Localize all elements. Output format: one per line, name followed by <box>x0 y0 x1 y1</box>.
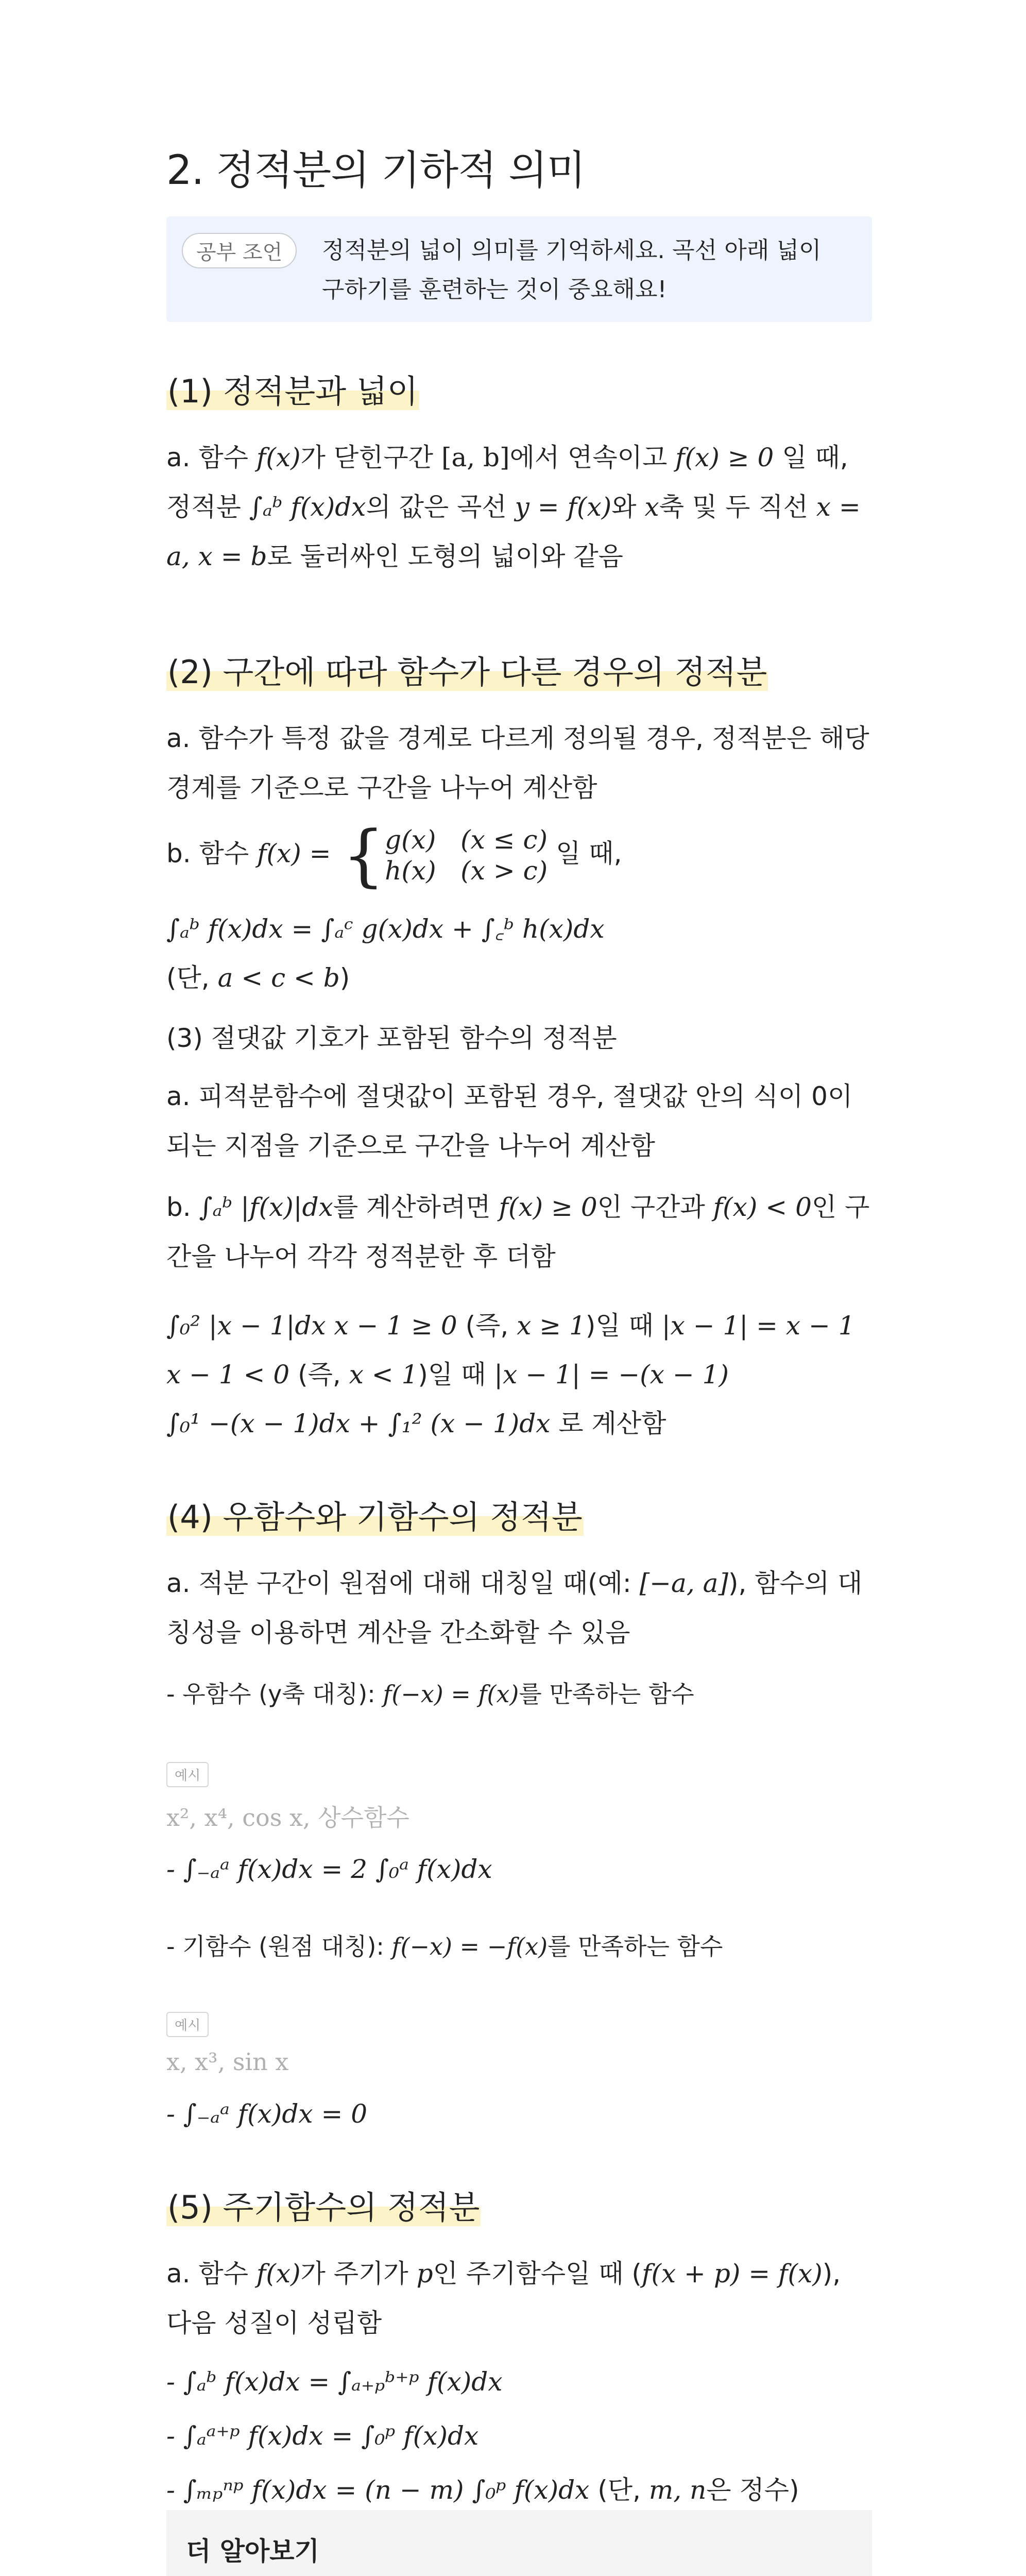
section-3-line-1: ∫₀² |x − 1|dx x − 1 ≥ 0 (즉, x ≥ 1)일 때 |x − 1| = x − 1 <box>166 1311 855 1341</box>
section-2-heading: (2) 구간에 따라 함수가 다른 경우의 정적분 <box>167 653 767 691</box>
odd-example-text: x, x³, sin x <box>166 2048 289 2076</box>
learn-more-box <box>166 2510 872 2576</box>
piecewise-cases: { g(x) (x ≤ c) h(x) (x > c) <box>342 816 548 894</box>
study-tip-text: 정적분의 넓이 의미를 기억하세요. 곡선 아래 넓이 구하기를 훈련하는 것이 중요해요! <box>322 236 822 303</box>
section-3-item-b: b. ∫ₐᵇ |f(x)|dx를 계산하려면 f(x) ≥ 0인 구간과 f(x) < 0인 구간을 나누어 각각 정적분한 후 더함 <box>166 1192 870 1272</box>
even-example-text: x², x⁴, cos x, 상수함수 <box>166 1804 409 1832</box>
section-3-line-2: x − 1 < 0 (즉, x < 1)일 때 |x − 1| = −(x − 1) <box>166 1360 729 1389</box>
section-2-item-a: a. 함수가 특정 값을 경계로 다르게 정의될 경우, 정적분은 해당 경계를 기준으로 구간을 나누어 계산함 <box>166 723 869 803</box>
periodic-rule-2: - ∫ₐᵃ⁺ᵖ f(x)dx = ∫₀ᵖ f(x)dx <box>166 2421 479 2451</box>
section-1-item-a: a. 함수 f(x)가 닫힌구간 [a, b]에서 연속이고 f(x) ≥ 0 일 때, 정적분 ∫ₐᵇ f(x)dx의 값은 곡선 y = f(x)와 x축 및 두 직선 x = a, x = b로 둘러싸인 도형의 넓이와 같음 <box>166 443 861 571</box>
section-4-item-a: a. 적분 구간이 원점에 대해 대칭일 때(예: [−a, a]), 함수의 대칭성을 이용하면 계산을 간소화할 수 있음 <box>166 1568 863 1648</box>
section-3-item-a: a. 피적분함수에 절댓값이 포함된 경우, 절댓값 안의 식이 0이 되는 지점을 기준으로 구간을 나누어 계산함 <box>166 1081 853 1161</box>
section-3-heading: (3) 절댓값 기호가 포함된 함수의 정적분 <box>166 1023 617 1053</box>
section-2-item-b: b. 함수 f(x) = { g(x) (x ≤ c) h(x) (x > c) 일 때, <box>166 816 622 894</box>
section-5-item-a: a. 함수 f(x)가 주기가 p인 주기함수일 때 (f(x + p) = f(x)), 다음 성질이 성립함 <box>166 2259 841 2338</box>
page-title: 2. 정적분의 기하적 의미 <box>166 147 585 194</box>
section-4-heading: (4) 우함수와 기함수의 정적분 <box>167 1498 583 1536</box>
study-tip-badge: 공부 조언 <box>182 233 297 268</box>
learn-more-title: 더 알아보기 <box>186 2536 319 2566</box>
section-2-equation: ∫ₐᵇ f(x)dx = ∫ₐᶜ g(x)dx + ∫꜀ᵇ h(x)dx <box>166 914 605 944</box>
even-function-integral: - ∫₋ₐᵃ f(x)dx = 2 ∫₀ᵃ f(x)dx <box>166 1854 492 1884</box>
even-function-def: - 우함수 (y축 대칭): f(−x) = f(x)를 만족하는 함수 <box>166 1680 694 1708</box>
even-example-tag: 예시 <box>166 1762 209 1787</box>
study-tip-box <box>166 216 872 322</box>
section-5-heading: (5) 주기함수의 정적분 <box>167 2189 480 2226</box>
odd-function-def: - 기함수 (원점 대칭): f(−x) = −f(x)를 만족하는 함수 <box>166 1933 723 1960</box>
section-2-note: (단, a < c < b) <box>166 963 350 993</box>
section-1-heading: (1) 정적분과 넓이 <box>167 372 418 410</box>
periodic-rule-1: - ∫ₐᵇ f(x)dx = ∫ₐ₊ₚᵇ⁺ᵖ f(x)dx <box>166 2367 503 2397</box>
odd-example-tag: 예시 <box>166 2012 209 2037</box>
odd-function-integral: - ∫₋ₐᵃ f(x)dx = 0 <box>166 2099 368 2129</box>
periodic-rule-3: - ∫ₘₚⁿᵖ f(x)dx = (n − m) ∫₀ᵖ f(x)dx (단, m, n은 정수) <box>166 2475 799 2505</box>
section-3-line-3: ∫₀¹ −(x − 1)dx + ∫₁² (x − 1)dx 로 계산함 <box>166 1409 666 1438</box>
